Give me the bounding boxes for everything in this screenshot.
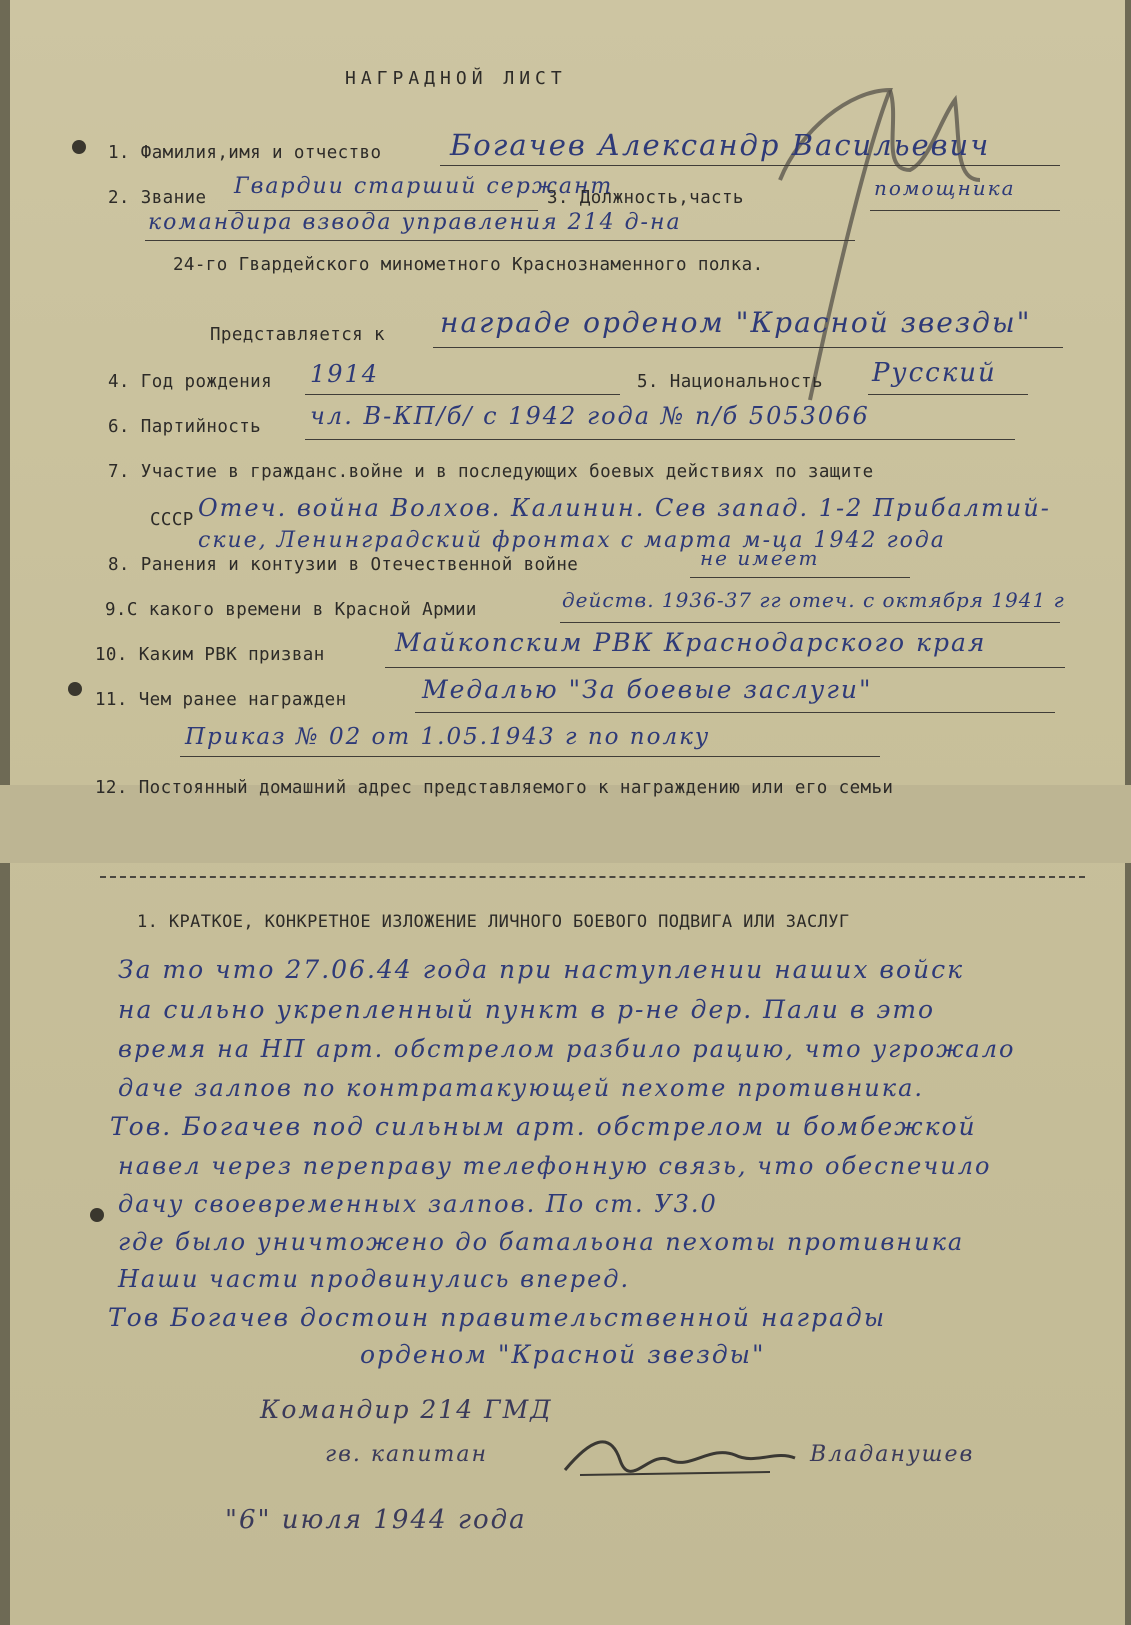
- signature-name: Владанушев: [810, 1442, 975, 1467]
- signature-date: "6" июля 1944 года: [225, 1505, 527, 1535]
- item-3-label: 3. Должность,часть: [547, 188, 744, 208]
- item-6-underline: [305, 439, 1015, 440]
- item-11-underline: [415, 712, 1055, 713]
- item-4-label: 4. Год рождения: [108, 372, 273, 392]
- punch-hole: [90, 1208, 104, 1222]
- item-2-label: 2. Звание: [108, 188, 207, 208]
- narrative-line: За то что 27.06.44 года при наступлении наших войск: [118, 955, 965, 984]
- item-8-label: 8. Ранения и контузии в Отечественной войне: [108, 555, 579, 575]
- signature-scrawl: [560, 1420, 800, 1500]
- item-12-label: 12. Постоянный домашний адрес представляемого к награждению или его семьи: [95, 778, 894, 798]
- item-10-label: 10. Каким РВК призван: [95, 645, 325, 665]
- document-title: НАГРАДНОЙ ЛИСТ: [345, 68, 567, 89]
- item-6-value: чл. В-КП/б/ с 1942 года № п/б 5053066: [310, 402, 870, 430]
- item-8-underline: [690, 577, 910, 578]
- item-1-underline: [440, 165, 1060, 166]
- award-label: Представляется к: [210, 325, 385, 345]
- award-value: награде орденом "Красной звезды": [440, 306, 1032, 339]
- item-11-value-b: Приказ № 02 от 1.05.1943 г по полку: [185, 724, 711, 750]
- narrative-line: Тов Богачев достоин правительственной награды: [108, 1303, 887, 1332]
- signature-rank: гв. капитан: [325, 1442, 488, 1467]
- item-5-underline: [868, 394, 1028, 395]
- item-3-value-b: командира взвода управления 214 д-на: [148, 210, 682, 235]
- item-8-value: не имеет: [700, 546, 820, 570]
- item-6-label: 6. Партийность: [108, 417, 262, 437]
- narrative-line: на сильно укрепленный пункт в р-не дер. Пали в это: [118, 995, 936, 1024]
- narrative-line: орденом "Красной звезды": [360, 1340, 766, 1369]
- item-3-underline-2: [145, 240, 855, 241]
- item-7-prefix: СССР: [150, 510, 194, 530]
- award-underline: [433, 347, 1063, 348]
- item-4-value: 1914: [310, 360, 380, 388]
- item-10-value: Майкопским РВК Краснодарского края: [395, 628, 987, 657]
- item-7-value-a: Отеч. война Волхов. Калинин. Сев запад. 1-2 Прибалтий-: [198, 494, 1051, 522]
- signature-role: Командир 214 ГМД: [260, 1395, 553, 1424]
- narrative-line: где было уничтожено до батальона пехоты противника: [118, 1228, 965, 1256]
- item-9-value: действ. 1936-37 гг отеч. с октября 1941 г: [562, 588, 1065, 612]
- narrative-line: дачу своевременных залпов. По ст. У3.0: [118, 1190, 718, 1218]
- item-7-value-b: ские, Ленинградский фронтах с марта м-ца 1942 года: [198, 528, 946, 553]
- item-7-label: 7. Участие в гражданс.войне и в последующих боевых действиях по защите: [108, 462, 874, 482]
- item-11-underline-2: [180, 756, 880, 757]
- narrative-line: Наши части продвинулись вперед.: [118, 1265, 631, 1293]
- item-11-value-a: Медалью "За боевые заслуги": [422, 675, 873, 704]
- narrative-line: Тов. Богачев под сильным арт. обстрелом и бомбежкой: [110, 1112, 977, 1141]
- item-9-label: 9.С какого времени в Красной Армии: [105, 600, 477, 620]
- item-5-label: 5. Национальность: [637, 372, 823, 392]
- section-title: 1. КРАТКОЕ, КОНКРЕТНОЕ ИЗЛОЖЕНИЕ ЛИЧНОГО БОЕВОГО ПОДВИГА ИЛИ ЗАСЛУГ: [137, 912, 850, 932]
- item-5-value: Русский: [872, 358, 997, 388]
- item-10-underline: [385, 667, 1065, 668]
- punch-hole: [68, 682, 82, 696]
- item-11-label: 11. Чем ранее награжден: [95, 690, 347, 710]
- item-3-value-a: помощника: [874, 176, 1016, 200]
- narrative-line: навел через переправу телефонную связь, что обеспечило: [118, 1152, 992, 1180]
- item-1-label: 1. Фамилия,имя и отчество: [108, 143, 382, 163]
- item-4-underline: [305, 394, 620, 395]
- item-1-value: Богачев Александр Васильевич: [450, 128, 991, 162]
- unit-line: 24-го Гвардейского минометного Краснознаменного полка.: [173, 255, 764, 275]
- narrative-line: даче залпов по контратакующей пехоте противника.: [118, 1074, 925, 1102]
- narrative-line: время на НП арт. обстрелом разбило рацию, что угрожало: [118, 1035, 1016, 1063]
- item-3-underline: [870, 210, 1060, 211]
- separator: [100, 876, 1085, 878]
- item-2-value: Гвардии старший сержант: [234, 174, 614, 199]
- item-9-underline: [560, 622, 1060, 623]
- punch-hole: [72, 140, 86, 154]
